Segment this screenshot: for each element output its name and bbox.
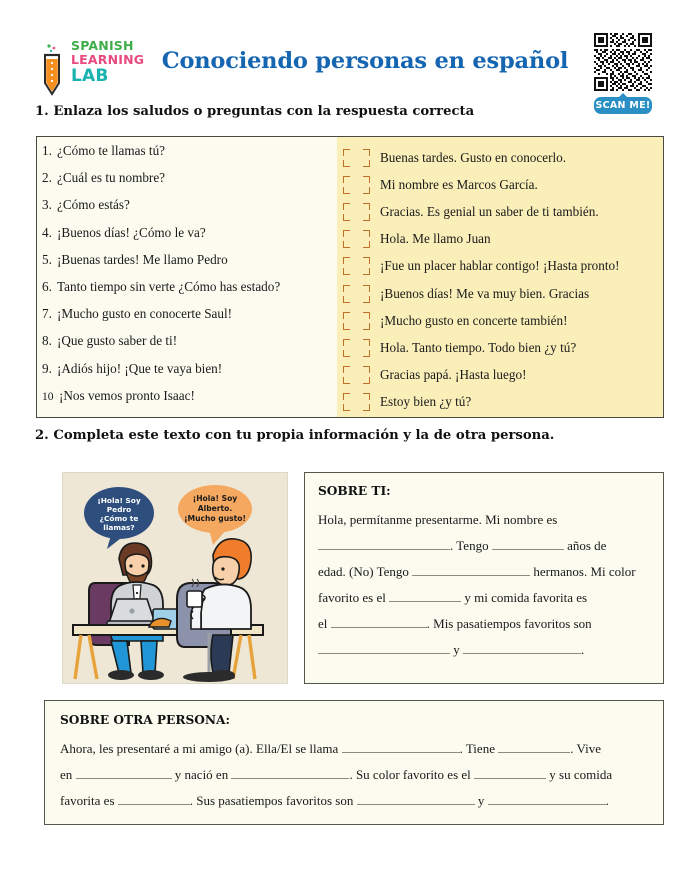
page-title: Conociendo personas en español (161, 48, 569, 74)
question-number: 6. (42, 278, 52, 294)
text-fragment: . (581, 642, 585, 657)
answer-text: Gracias. Es genial un saber de ti también. (380, 203, 599, 219)
sobre-otra-persona-paragraph (60, 736, 648, 814)
question-row[interactable] (42, 226, 333, 253)
answer-input-box[interactable] (343, 176, 370, 194)
question-text: ¡Buenas tardes! Me llamo Pedro (57, 251, 228, 267)
text-fragment: el (318, 616, 328, 631)
text-fragment: años de (567, 538, 607, 553)
answer-text: ¡Mucho gusto en concerte también! (380, 312, 568, 328)
question-row[interactable] (42, 171, 333, 198)
qr-code-icon[interactable] (594, 33, 652, 91)
section-2-heading: 2. Completa este texto con tu propia información y la de otra persona. (35, 428, 555, 443)
question-number: 5. (42, 251, 52, 267)
question-number: 10 (42, 390, 54, 403)
blank-color[interactable] (389, 588, 461, 602)
question-text: Tanto tiempo sin verte ¿Cómo has estado? (57, 278, 281, 294)
answer-input-box[interactable] (343, 203, 370, 221)
answer-input-box[interactable] (343, 393, 370, 411)
blank-vive-en[interactable] (76, 765, 172, 779)
question-text: ¡Adiós hijo! ¡Que te vaya bien! (57, 360, 223, 376)
logo-word-spanish: SPANISH (71, 38, 134, 53)
blank-pasatiempo-amigo-2[interactable] (488, 791, 606, 805)
two-people-talking-illustration (63, 473, 287, 683)
answer-row[interactable] (343, 144, 659, 171)
text-fragment: Ahora, les presentaré a mi amigo (a). Ella/El se llama (60, 741, 339, 756)
svg-text:¡Mucho gusto!: ¡Mucho gusto! (184, 514, 246, 523)
logo-word-lab: LAB (71, 65, 109, 86)
answer-text: Mi nombre es Marcos García. (380, 176, 538, 192)
answer-row[interactable] (343, 171, 659, 198)
answer-input-box[interactable] (343, 149, 370, 167)
answer-row[interactable] (343, 280, 659, 307)
text-fragment: Hola, permítanme presentarme. Mi nombre es (318, 512, 558, 527)
question-text: ¡Nos vemos pronto Isaac! (59, 387, 195, 403)
svg-text:¡Hola! Soy: ¡Hola! Soy (97, 496, 141, 505)
svg-text:Alberto.: Alberto. (197, 504, 233, 513)
answer-text: Hola. Tanto tiempo. Todo bien ¿y tú? (380, 339, 577, 355)
answer-text: ¡Fue un placer hablar contigo! ¡Hasta pronto! (380, 258, 620, 274)
question-number: 7. (42, 306, 52, 322)
answer-row[interactable] (343, 198, 659, 225)
answer-input-box[interactable] (343, 339, 370, 357)
answer-row[interactable] (343, 362, 659, 389)
answer-row[interactable] (343, 253, 659, 280)
text-fragment: y (453, 642, 460, 657)
test-tube-icon (41, 43, 65, 98)
text-fragment: y su comida (549, 767, 613, 782)
sobre-otra-persona-box (44, 700, 664, 825)
question-row[interactable] (42, 280, 333, 307)
question-row[interactable] (42, 362, 333, 389)
question-text: ¿Cómo te llamas tú? (57, 143, 166, 158)
answer-row[interactable] (343, 307, 659, 334)
question-row[interactable] (42, 144, 333, 171)
answer-row[interactable] (343, 389, 659, 416)
question-text: ¿Cuál es tu nombre? (57, 170, 166, 186)
blank-comida[interactable] (331, 614, 427, 628)
blank-nombre-amigo[interactable] (342, 739, 460, 753)
blank-color-amigo[interactable] (474, 765, 546, 779)
answer-input-box[interactable] (343, 257, 370, 275)
answer-row[interactable] (343, 226, 659, 253)
sobre-ti-title: SOBRE TI: (318, 484, 391, 498)
answers-column (337, 137, 663, 417)
text-fragment: y nació en (174, 767, 229, 782)
text-fragment: . Sus pasatiempos favoritos son (189, 793, 354, 808)
answer-text: Estoy bien ¿y tú? (380, 394, 472, 410)
question-number: 2. (42, 170, 52, 186)
blank-pasatiempo-amigo-1[interactable] (357, 791, 475, 805)
answer-input-box[interactable] (343, 285, 370, 303)
blank-edad[interactable] (492, 536, 564, 550)
blank-pasatiempo-1[interactable] (318, 640, 450, 654)
text-fragment: y mi comida favorita es (464, 590, 588, 605)
text-fragment: . Tengo (450, 538, 489, 553)
svg-text:¿Cómo te: ¿Cómo te (99, 514, 139, 523)
text-fragment: . Mis pasatiempos favoritos son (426, 616, 592, 631)
matching-exercise-table (36, 136, 664, 418)
question-row[interactable] (42, 307, 333, 334)
text-fragment: favorito es el (318, 590, 386, 605)
text-fragment: en (60, 767, 73, 782)
question-text: ¡Que gusto saber de ti! (57, 333, 178, 349)
answer-input-box[interactable] (343, 366, 370, 384)
question-row[interactable] (42, 334, 333, 361)
scan-me-badge[interactable]: SCAN ME! (594, 97, 652, 114)
svg-text:¡Hola! Soy: ¡Hola! Soy (192, 494, 238, 503)
question-row[interactable] (42, 198, 333, 225)
question-number: 8. (42, 333, 52, 349)
logo-word-learning: LEARNING (71, 51, 145, 67)
question-text: ¡Mucho gusto en conocerte Saul! (57, 306, 233, 322)
qr-block[interactable] (594, 33, 656, 114)
text-fragment: favorita es (60, 793, 115, 808)
text-fragment: edad. (No) Tengo (318, 564, 409, 579)
text-fragment: . Su color favorito es el (349, 767, 471, 782)
question-number: 9. (42, 360, 52, 376)
text-fragment: hermanos. Mi color (533, 564, 636, 579)
question-number: 4. (42, 224, 52, 240)
answer-row[interactable] (343, 334, 659, 361)
question-number: 1. (42, 143, 52, 158)
blank-pasatiempo-2[interactable] (463, 640, 581, 654)
question-text: ¡Buenos días! ¿Cómo le va? (57, 224, 206, 240)
sobre-otra-persona-title: SOBRE OTRA PERSONA: (60, 713, 230, 727)
answer-text: Gracias papá. ¡Hasta luego! (380, 367, 527, 383)
svg-text:llamas?: llamas? (103, 523, 135, 532)
question-text: ¿Cómo estás? (57, 197, 130, 213)
text-fragment: . Vive (570, 741, 601, 756)
question-number: 3. (42, 197, 52, 213)
conversation-illustration (62, 472, 288, 684)
question-row[interactable] (42, 253, 333, 280)
blank-nacio-en[interactable] (231, 765, 349, 779)
answer-input-box[interactable] (343, 230, 370, 248)
spanish-learning-lab-logo (38, 38, 156, 100)
svg-text:Pedro: Pedro (106, 505, 132, 514)
text-fragment: . (605, 793, 609, 808)
blank-edad-amigo[interactable] (498, 739, 570, 753)
answer-text: Hola. Me llamo Juan (380, 231, 491, 247)
blank-comida-amigo[interactable] (118, 791, 190, 805)
questions-column (37, 137, 337, 417)
section-1-heading: 1. Enlaza los saludos o preguntas con la respuesta correcta (35, 104, 475, 119)
answer-text: ¡Buenos días! Me va muy bien. Gracias (380, 285, 590, 301)
answer-text: Buenas tardes. Gusto en conocerlo. (380, 149, 567, 165)
text-fragment: y (477, 793, 485, 808)
sobre-ti-paragraph (318, 507, 650, 663)
question-row[interactable] (42, 389, 333, 416)
blank-hermanos[interactable] (412, 562, 530, 576)
blank-nombre[interactable] (318, 536, 450, 550)
answer-input-box[interactable] (343, 312, 370, 330)
text-fragment: . Tiene (459, 741, 495, 756)
sobre-ti-box (304, 472, 664, 684)
